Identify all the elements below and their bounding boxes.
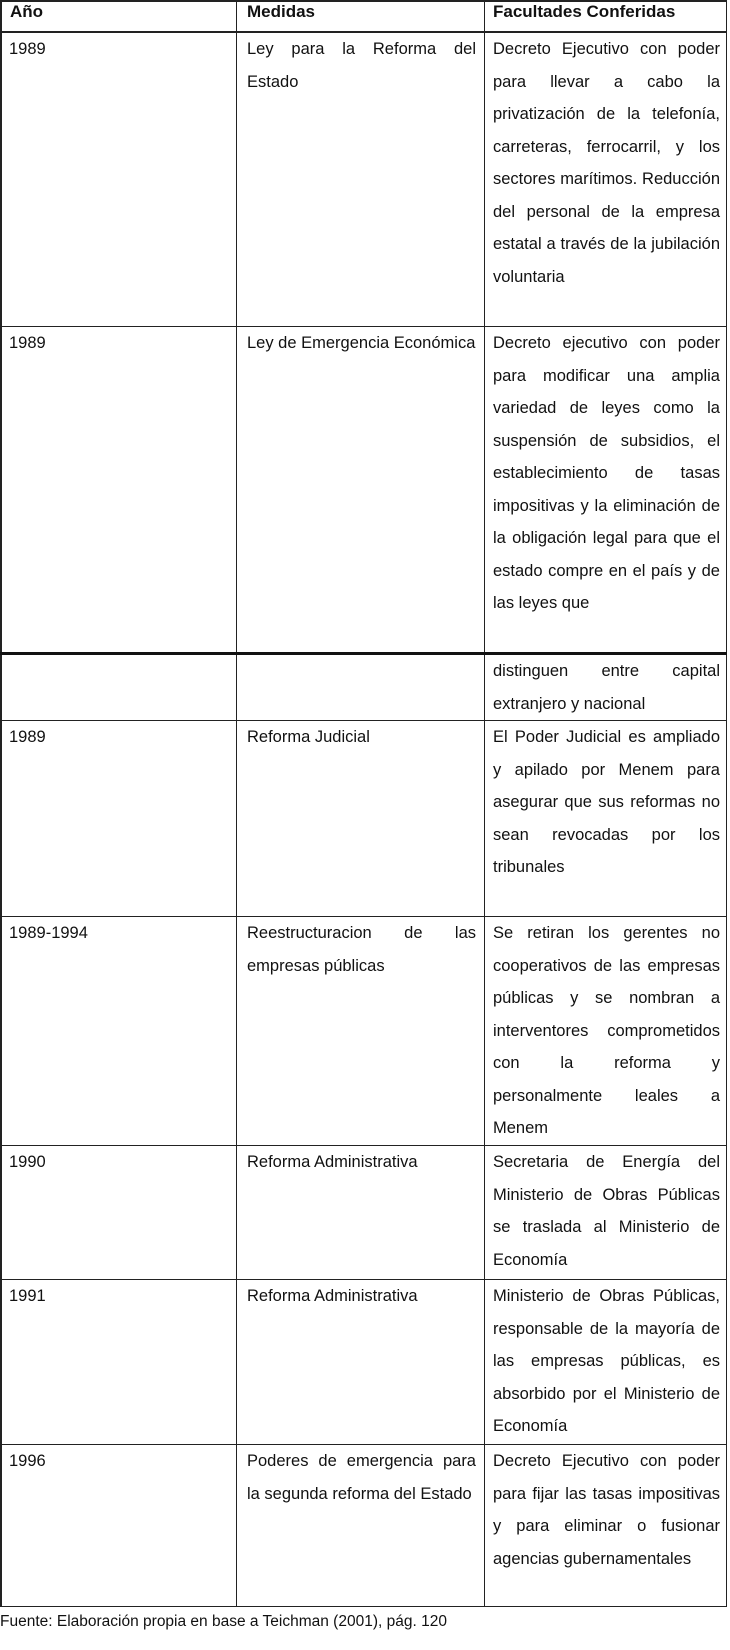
table-row (0, 33, 727, 327)
year-value: 1989 (9, 728, 46, 746)
year-cell (0, 1445, 236, 1606)
year-cell (0, 33, 236, 326)
powers-cell (484, 1445, 727, 1606)
measure-cell (236, 33, 484, 326)
table-header-row (0, 0, 727, 33)
measure-cell (236, 917, 484, 1145)
header-measures-cell (236, 0, 484, 31)
powers-value: Secretaria de Energía del Ministerio de Obras Públicas se traslada al Ministerio de Economía (493, 1153, 720, 1269)
year-cell (0, 721, 236, 916)
measure-value: Reforma Administrativa (247, 1287, 418, 1305)
powers-value: Ministerio de Obras Públicas, responsable de la mayoría de las empresas públicas, es absorbido por el Ministerio de Economía (493, 1287, 720, 1435)
year-cell (0, 655, 236, 720)
table-row (0, 1445, 727, 1607)
table-source-caption: Fuente: Elaboración propia en base a Teichman (2001), pág. 120 (0, 1613, 447, 1630)
header-powers: Facultades Conferidas (493, 2, 676, 21)
measure-cell (236, 721, 484, 916)
table-row (0, 327, 727, 653)
measure-value: Ley de Emergencia Económica (247, 334, 476, 352)
powers-cell (484, 327, 727, 653)
measure-cell (236, 655, 484, 720)
year-value: 1990 (9, 1153, 46, 1171)
measure-cell (236, 1445, 484, 1606)
powers-cell (484, 721, 727, 916)
year-value: 1996 (9, 1452, 46, 1470)
year-cell (0, 1280, 236, 1444)
year-cell (0, 1146, 236, 1279)
measure-cell (236, 1280, 484, 1444)
table-row (0, 721, 727, 917)
header-measures: Medidas (247, 2, 316, 21)
header-powers-cell (484, 0, 727, 31)
powers-cell (484, 1146, 727, 1279)
measure-value: Poderes de emergencia para la segunda reforma del Estado (247, 1452, 476, 1503)
powers-cell (484, 33, 727, 326)
year-cell (0, 327, 236, 653)
table-row (0, 917, 727, 1146)
table-row (0, 1146, 727, 1280)
year-value: 1989 (9, 334, 46, 352)
header-year: Año (10, 2, 44, 21)
header-year-cell (0, 0, 236, 31)
powers-value: distinguen entre capital extranjero y nacional (493, 662, 720, 713)
powers-value: Decreto ejecutivo con poder para modificar una amplia variedad de leyes como la suspensión de subsidios, el establecimiento de tasas impositivas y la eliminación de la obligación legal para que el estado compre en el país y de las leyes que (493, 334, 720, 612)
year-value: 1991 (9, 1287, 46, 1305)
year-value: 1989-1994 (9, 924, 88, 942)
year-value: 1989 (9, 40, 46, 58)
powers-value: Decreto Ejecutivo con poder para fijar las tasas impositivas y para eliminar o fusionar agencias gubernamentales (493, 1452, 720, 1568)
measure-cell (236, 1146, 484, 1279)
table-row (0, 1280, 727, 1445)
powers-value: Decreto Ejecutivo con poder para llevar a cabo la privatización de la telefonía, carreteras, ferrocarril, y los sectores marítimos. Reducción del personal de la empresa estatal a través de la jubilación voluntaria (493, 40, 720, 286)
powers-value: El Poder Judicial es ampliado y apilado por Menem para asegurar que sus reformas no sean revocadas por los tribunales (493, 728, 720, 876)
measure-value: Reestructuracion de las empresas públicas (247, 924, 476, 975)
measure-cell (236, 327, 484, 653)
powers-value: Se retiran los gerentes no cooperativos de las empresas públicas y se nombran a interventores comprometidos con la reforma y personalmente leales a Menem (493, 924, 720, 1137)
powers-cell (484, 1280, 727, 1444)
powers-cell (484, 655, 727, 720)
measure-value: Reforma Judicial (247, 728, 370, 746)
table-row (0, 655, 727, 721)
measure-value: Ley para la Reforma del Estado (247, 40, 476, 91)
measure-value: Reforma Administrativa (247, 1153, 418, 1171)
year-cell (0, 917, 236, 1145)
powers-cell (484, 917, 727, 1145)
